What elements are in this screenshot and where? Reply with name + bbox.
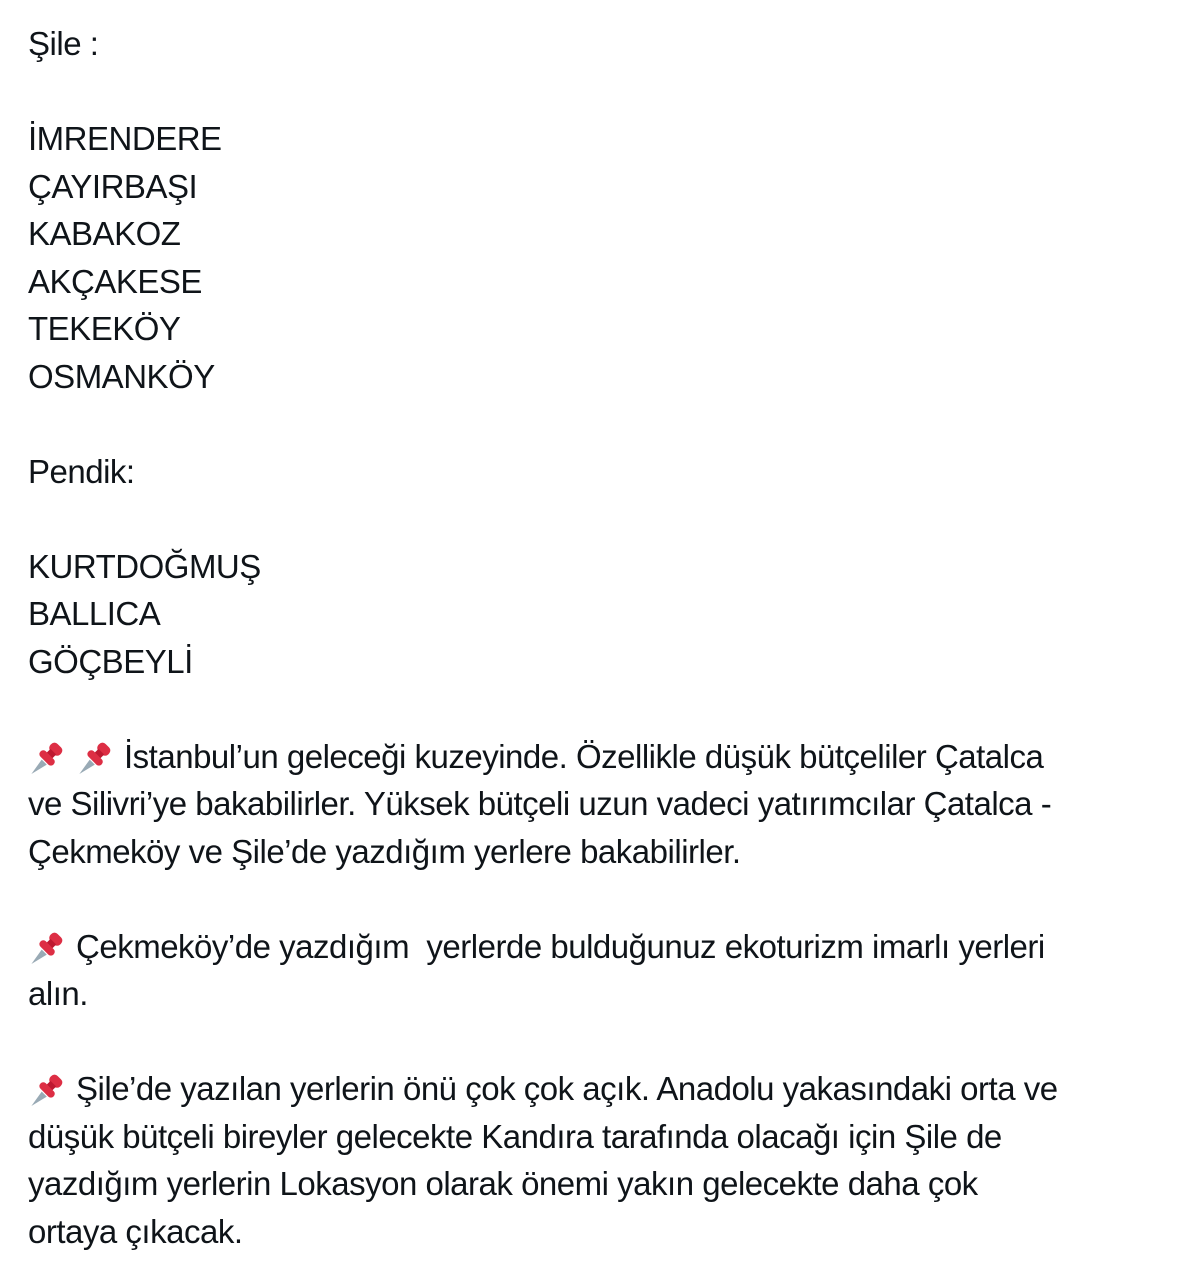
list-item-gocbeyli: GÖÇBEYLİ — [28, 642, 193, 680]
list-item-osmankoy: OSMANKÖY — [28, 357, 215, 395]
blank-line — [28, 495, 1168, 543]
paragraph-line: ve Silivri’ye bakabilirler. Yüksek bütçeli uzun vadeci yatırımcılar Çatalca - — [28, 785, 1052, 822]
blank-line — [28, 1018, 1168, 1066]
paragraph-line: yazdığım yerlerin Lokasyon olarak önemi yakın gelecekte daha çok — [28, 1165, 978, 1202]
paragraph-line: düşük bütçeli bireyler gelecekte Kandıra tarafında olacağı için Şile de — [28, 1117, 1002, 1155]
list-item-imrendere: İMRENDERE — [28, 120, 222, 157]
paragraph-ecotourism — [28, 923, 1168, 1018]
paragraph-line: Şile’de yazılan yerlerin önü çok çok açık. Anadolu yakasındaki orta ve — [76, 1070, 1058, 1107]
list-item-tekekoy: TEKEKÖY — [28, 310, 181, 347]
blank-line — [28, 685, 1168, 733]
list-item-kabakoz: KABAKOZ — [28, 215, 181, 252]
pushpin-icon — [76, 739, 114, 777]
blank-line — [28, 400, 1168, 448]
list-item-akcakese: AKÇAKESE — [28, 262, 202, 300]
paragraph-line: İstanbul’un geleceği kuzeyinde. Özellikle düşük bütçeliler Çatalca — [124, 737, 1044, 775]
list-item-kurtdogmus: KURTDOĞMUŞ — [28, 547, 261, 585]
blank-line — [28, 875, 1168, 923]
paragraph-line: Çekmeköy ve Şile’de yazdığım yerlere bakabilirler. — [28, 832, 741, 870]
paragraph-line: alın. — [28, 975, 88, 1012]
section-title-sile: Şile : — [28, 25, 99, 62]
list-item-cayirbasi: ÇAYIRBAŞI — [28, 167, 198, 205]
list-item-ballica: BALLICA — [28, 595, 161, 632]
paragraph-line: Çekmeköy’de yazdığım yerlerde bulduğunuz ekoturizm imarlı yerleri — [76, 927, 1045, 965]
pushpin-icon — [28, 739, 66, 777]
section-title-pendik: Pendik: — [28, 452, 135, 490]
paragraph-sile-outlook — [28, 1065, 1168, 1255]
pushpin-icon — [28, 929, 66, 967]
pushpin-icon — [28, 1071, 66, 1109]
paragraph-future-north — [28, 733, 1168, 876]
blank-line — [28, 68, 1168, 116]
paragraph-line: ortaya çıkacak. — [28, 1212, 243, 1250]
